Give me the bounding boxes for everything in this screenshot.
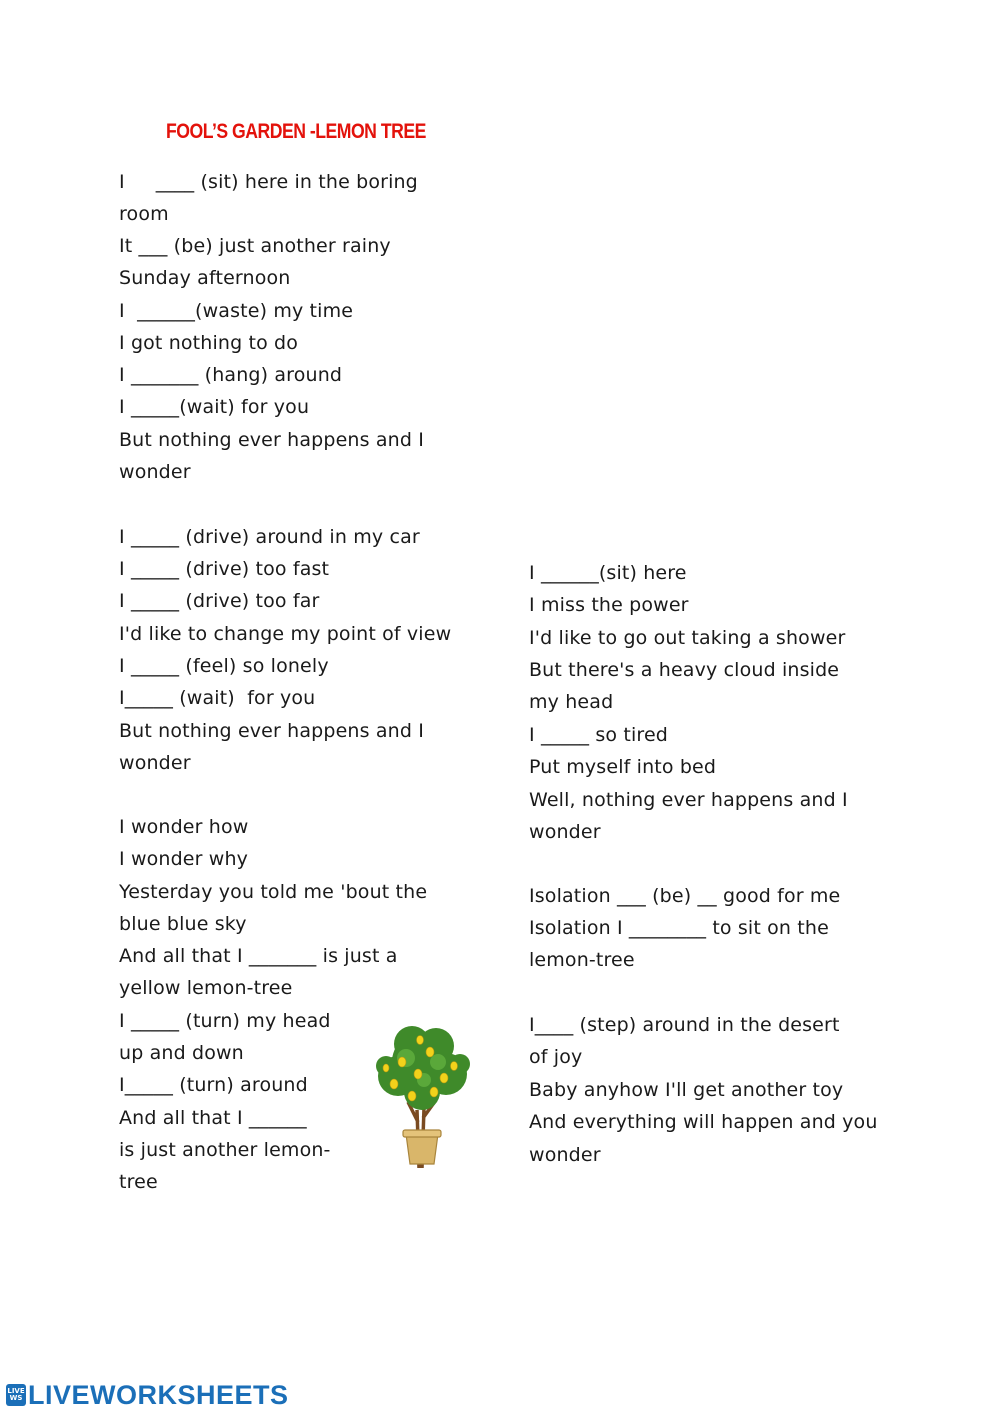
lyric-line: blue blue sky — [119, 913, 247, 935]
lyric-line: Well, nothing ever happens and I — [529, 789, 848, 811]
lyric-line: lemon-tree — [529, 949, 635, 971]
lyric-line: And all that I _______ is just a — [119, 945, 398, 967]
lyric-line: But there's a heavy cloud inside — [529, 659, 840, 681]
lyric-line: room — [119, 203, 169, 225]
lyric-line: wonder — [119, 461, 191, 483]
lyric-line: But nothing ever happens and I — [119, 429, 424, 451]
lyric-line: Isolation I ________ to sit on the — [529, 917, 829, 939]
lyric-line: wonder — [119, 752, 191, 774]
lyric-line: wonder — [529, 1144, 601, 1166]
lyric-line: I_____ (wait) for you — [119, 687, 316, 709]
lyric-line: Sunday afternoon — [119, 267, 291, 289]
lyric-line: of joy — [529, 1046, 583, 1068]
lyric-line: is just another lemon- — [119, 1139, 331, 1161]
lyric-line: up and down — [119, 1042, 244, 1064]
lyric-line: Isolation ___ (be) __ good for me — [529, 885, 841, 907]
lyric-line: I _____ (feel) so lonely — [119, 655, 329, 677]
lyric-line: I _____ (drive) too fast — [119, 558, 330, 580]
lyric-line: But nothing ever happens and I — [119, 720, 424, 742]
lyric-line: I _____ (turn) my head — [119, 1010, 331, 1032]
lyric-line: I'd like to go out taking a shower — [529, 627, 846, 649]
lyric-line: I ______(waste) my time — [119, 300, 354, 322]
lyric-line: Baby anyhow I'll get another toy — [529, 1079, 844, 1101]
lyric-line: It ___ (be) just another rainy — [119, 235, 391, 257]
lemon-tree-illustration — [372, 1022, 472, 1168]
lyric-line: I____ (step) around in the desert — [529, 1014, 840, 1036]
lyric-line: my head — [529, 691, 614, 713]
lyric-line: And all that I ______ — [119, 1107, 307, 1129]
logo-badge-icon: LIVE WS — [6, 1384, 26, 1406]
lyric-line: I _____ (drive) too far — [119, 590, 320, 612]
lyric-line: I ______(sit) here — [529, 562, 687, 584]
lyric-line: I _____(wait) for you — [119, 396, 310, 418]
lyric-line: wonder — [529, 821, 601, 843]
liveworksheets-logo — [6, 1380, 289, 1410]
lyric-line: I _____ so tired — [529, 724, 669, 746]
lyric-line: I _____ (drive) around in my car — [119, 526, 420, 548]
lyric-line: I got nothing to do — [119, 332, 299, 354]
lyric-line: I wonder why — [119, 848, 249, 870]
lyric-line: I miss the power — [529, 594, 689, 616]
lyric-line: Yesterday you told me 'bout the — [119, 881, 428, 903]
lyric-line: I_____ (turn) around — [119, 1074, 308, 1096]
lyric-line: Put myself into bed — [529, 756, 717, 778]
lyric-line: I wonder how — [119, 816, 249, 838]
worksheet-title: FOOL’S GARDEN -LEMON TREE — [166, 120, 426, 143]
lyric-line: tree — [119, 1171, 158, 1193]
lyric-line: yellow lemon-tree — [119, 977, 293, 999]
lyric-line: And everything will happen and you — [529, 1111, 878, 1133]
brand-name: LIVEWORKSHEETS — [28, 1379, 289, 1410]
lyric-line: I'd like to change my point of view — [119, 623, 452, 645]
lyric-line: I _______ (hang) around — [119, 364, 343, 386]
lyric-line: I ____ (sit) here in the boring — [119, 171, 418, 193]
